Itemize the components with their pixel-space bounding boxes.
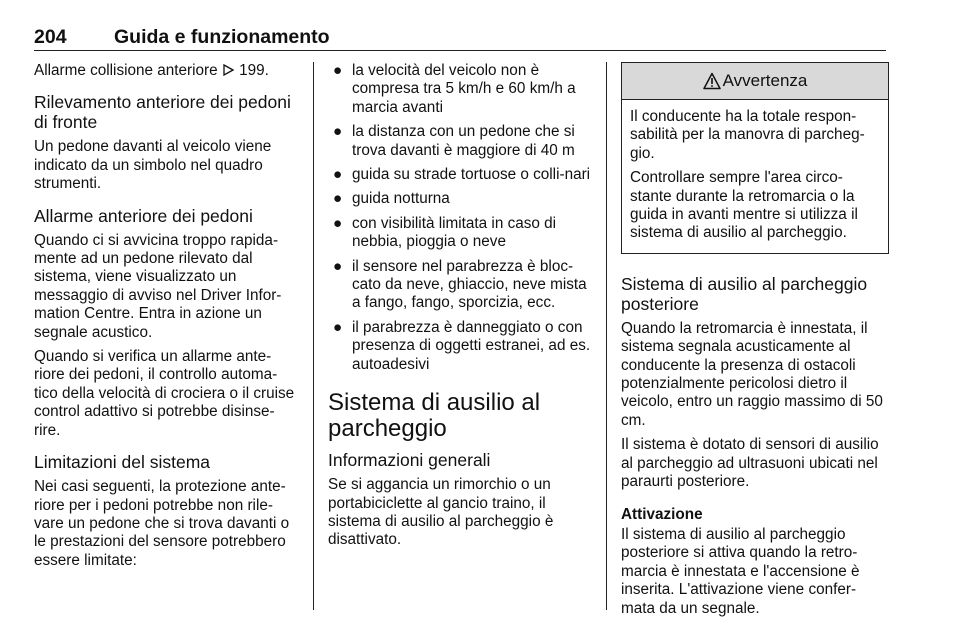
warning-header bbox=[622, 63, 888, 100]
paragraph-pedestrian-detection: Un pedone davanti al veicolo viene indicato da un simbolo nel quadro strumenti. bbox=[34, 138, 272, 193]
warning-triangle-icon bbox=[703, 72, 721, 90]
heading-activation: Attivazione bbox=[621, 505, 703, 523]
chapter-title: Guida e funzionamento bbox=[114, 26, 330, 48]
page-number: 204 bbox=[34, 26, 67, 48]
paragraph-activation: Il sistema di ausilio al parcheggio posteriore si attiva quando la retro-marcia è innestata e l'accensione è inserita. L'attivazione viene confer-mata da un segnale. bbox=[621, 525, 860, 617]
list-item: ● con visibilità limitata in caso di nebbia, pioggia o neve bbox=[333, 214, 557, 251]
warning-paragraph-1: Il conducente ha la totale respon-sabilità per la manovra di parcheg-gio. bbox=[630, 108, 865, 162]
bullet-icon: ● bbox=[333, 190, 343, 208]
reference-arrow-icon bbox=[223, 64, 234, 76]
heading-rear-parking-assist: Sistema di ausilio al parcheggio posteriore bbox=[621, 273, 868, 314]
bullet-icon: ● bbox=[333, 318, 343, 336]
list-item: ● il parabrezza è danneggiato o con presenza di oggetti estranei, ad es. autoadesivi bbox=[333, 318, 591, 373]
paragraph-pedestrian-alarm-2: Quando si verifica un allarme ante-riore dei pedoni, il controllo automa-tico della velocità di crociera o il cruise control adattivo si potrebbe disinse-rire. bbox=[34, 348, 295, 439]
paragraph-pedestrian-alarm-1: Quando ci si avvicina troppo rapida-mente ad un pedone rilevato dal sistema, viene visualizzato un messaggio di avviso nel Driver Infor-mation Centre. Entra in azione un segnale acustico. bbox=[34, 231, 282, 341]
paragraph-rear-parking-1: Quando la retromarcia è innestata, il sistema segnala acusticamente al conducente la presenza di ostacoli potenzialmente pericolosi dietro il veicolo, entro un raggio massimo di 50 cm. bbox=[621, 319, 883, 429]
cross-reference-text: Allarme collisione anteriore bbox=[34, 62, 218, 79]
bullet-icon: ● bbox=[333, 166, 343, 184]
list-item: ● la distanza con un pedone che si trova davanti è maggiore di 40 m bbox=[333, 123, 575, 159]
paragraph-system-limitations: Nei casi seguenti, la protezione ante-riore per i pedoni potrebbe non rile-vare un pedone che si trova davanti o le prestazioni del sensore potrebbero essere limitate: bbox=[34, 478, 290, 569]
list-item: ● la velocità del veicolo non è compresa tra 5 km/h e 60 km/h a marcia avanti bbox=[333, 62, 576, 116]
heading-pedestrian-alarm: Allarme anteriore dei pedoni bbox=[34, 205, 253, 226]
bullet-icon: ● bbox=[333, 257, 343, 275]
limitations-list bbox=[328, 62, 594, 374]
heading-parking-assist: Sistema di ausilio al parcheggio bbox=[328, 389, 541, 443]
paragraph-rear-parking-2: Il sistema è dotato di sensori di ausilio al parcheggio ad ultrasuoni ubicati nel paraurti posteriore. bbox=[621, 436, 879, 491]
column-left bbox=[34, 62, 300, 576]
page-header bbox=[34, 20, 886, 51]
column-right bbox=[621, 62, 889, 624]
list-item: ● guida notturna bbox=[333, 190, 450, 208]
column-divider-left bbox=[313, 62, 314, 610]
column-divider-right bbox=[606, 62, 607, 610]
warning-box bbox=[621, 62, 889, 254]
heading-pedestrian-detection: Rilevamento anteriore dei pedoni di fronte bbox=[34, 92, 291, 133]
column-middle bbox=[328, 62, 594, 556]
cross-reference-page: 199. bbox=[239, 62, 269, 79]
warning-body bbox=[622, 100, 888, 253]
paragraph-general-info: Se si aggancia un rimorchio o un portabiciclette al gancio traino, il sistema di ausilio al parcheggio è disattivato. bbox=[328, 476, 554, 549]
list-item: ● guida su strade tortuose o colli-nari bbox=[333, 166, 591, 184]
bullet-icon: ● bbox=[333, 123, 343, 141]
cross-reference[interactable] bbox=[34, 62, 300, 80]
heading-system-limitations: Limitazioni del sistema bbox=[34, 452, 211, 473]
heading-general-info: Informazioni generali bbox=[328, 450, 491, 471]
list-item: ● il sensore nel parabrezza è bloc-cato da neve, ghiaccio, neve mista a fango, fango, sporcizia, ecc. bbox=[333, 257, 587, 312]
warning-paragraph-2: Controllare sempre l'area circo-stante durante la retromarcia o la guida in avanti mentre si utilizza il sistema di ausilio al parcheggio. bbox=[630, 169, 858, 242]
warning-title: Avvertenza bbox=[722, 70, 808, 90]
bullet-icon: ● bbox=[333, 214, 343, 232]
bullet-icon: ● bbox=[333, 62, 343, 79]
